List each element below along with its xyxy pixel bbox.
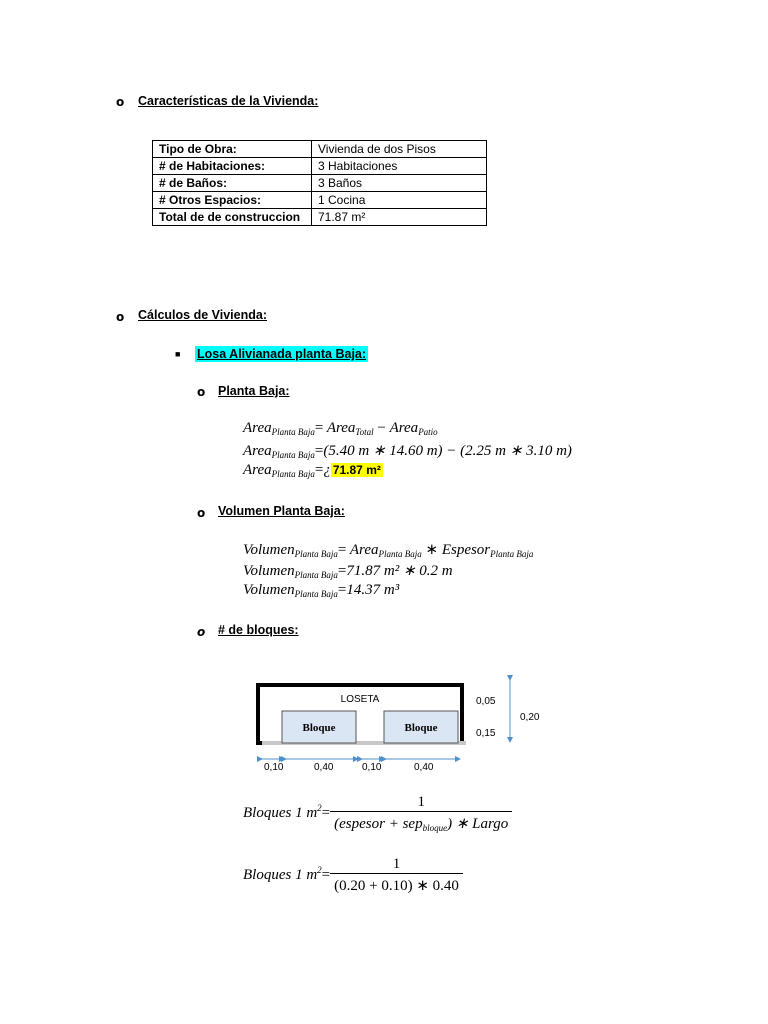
math-sub: Patio: [418, 427, 438, 437]
bullet: o: [116, 95, 125, 109]
fraction-denominator: (0.20 + 0.10) ∗ 0.40: [330, 873, 463, 895]
block-1-label: Bloque: [302, 722, 336, 734]
volume-equation-2: [243, 561, 453, 580]
square-bullet: ■: [175, 349, 181, 359]
bloques-heading: # de bloques:: [218, 623, 299, 637]
math-glyph: ¿: [323, 462, 331, 478]
block-diagram: [250, 670, 550, 780]
dim-020: 0,20: [520, 712, 540, 723]
table-row: [153, 141, 487, 158]
table-cell-value: 1 Cocina: [312, 192, 487, 209]
bullet: o: [197, 625, 206, 639]
bullet: o: [116, 310, 125, 324]
table-cell-value: 3 Habitaciones: [312, 158, 487, 175]
bullet: o: [197, 506, 206, 520]
dim-w3: 0,10: [362, 762, 382, 773]
area-equation-3: [243, 462, 383, 479]
math-expr: (espesor + sep: [334, 816, 423, 832]
math-expr: 14.37 m³: [346, 582, 400, 598]
math-op: ∗: [421, 542, 442, 558]
math-var: Area: [243, 443, 272, 459]
math-op: =: [337, 563, 347, 579]
characteristics-table: [152, 140, 487, 226]
losa-heading: Losa Alivianada planta Baja:: [197, 347, 367, 361]
math-sup: 2: [317, 802, 322, 813]
planta-baja-heading: Planta Baja:: [218, 384, 290, 398]
fraction-denominator: [330, 811, 512, 833]
math-expr: 71.87 m² ∗ 0.2 m: [346, 563, 453, 579]
math-expr: (5.40 m ∗ 14.60 m) − (2.25 m ∗ 3.10 m): [323, 443, 572, 459]
math-var: Bloques 1 m: [243, 866, 318, 883]
bloques-formula-1: [243, 794, 512, 833]
fraction-numerator: 1: [392, 856, 401, 872]
math-sub: Planta Baja: [378, 549, 422, 559]
table-cell-value: Vivienda de dos Pisos: [312, 141, 487, 158]
math-op: =: [321, 866, 331, 883]
math-op: =: [314, 462, 324, 478]
dim-005: 0,05: [476, 696, 496, 707]
math-sub: Planta Baja: [271, 450, 315, 460]
math-sub: bloque: [422, 823, 448, 833]
math-op: =: [337, 582, 347, 598]
table-cell-value: 3 Baños: [312, 175, 487, 192]
area-equation-1: [243, 420, 438, 437]
math-sub: Planta Baja: [294, 549, 338, 559]
math-var: Area: [389, 420, 419, 436]
dim-w4: 0,40: [414, 762, 434, 773]
bloques-formula-2: [243, 856, 463, 895]
table-cell-key: # de Baños:: [153, 175, 312, 192]
bullet: o: [197, 385, 206, 399]
table-cell-key: Tipo de Obra:: [153, 141, 312, 158]
math-var: Bloques 1 m: [243, 804, 318, 821]
math-op: =: [321, 804, 331, 821]
math-var: Volumen: [243, 582, 295, 598]
volumen-heading: Volumen Planta Baja:: [218, 504, 345, 518]
math-op: =: [314, 420, 324, 436]
math-var: Espesor: [441, 542, 491, 558]
volume-equation-3: [243, 582, 399, 599]
math-expr: ) ∗ Largo: [447, 816, 509, 832]
math-var: Area: [326, 420, 356, 436]
math-var: Area: [243, 420, 272, 436]
area-equation-2: [243, 441, 572, 460]
area-result-highlight: 71.87 m²: [332, 463, 381, 477]
math-sub: Total: [355, 427, 374, 437]
math-sub: Planta Baja: [294, 570, 338, 580]
dim-w1: 0,10: [264, 762, 284, 773]
math-sub: Planta Baja: [271, 427, 315, 437]
math-var: Area: [243, 462, 272, 478]
table-row: [153, 175, 487, 192]
dim-w2: 0,40: [314, 762, 334, 773]
fraction: [330, 856, 463, 895]
table-cell-value: 71.87 m²: [312, 209, 487, 226]
math-sup: 2: [317, 864, 322, 875]
math-sub: Planta Baja: [490, 549, 534, 559]
section-heading-calculos: Cálculos de Vivienda:: [138, 308, 267, 322]
table-row: [153, 192, 487, 209]
math-var: Volumen: [243, 542, 295, 558]
table-cell-key: # Otros Espacios:: [153, 192, 312, 209]
loseta-label: LOSETA: [340, 694, 380, 705]
math-op: −: [373, 420, 390, 436]
math-op: =: [337, 542, 347, 558]
table-cell-key: # de Habitaciones:: [153, 158, 312, 175]
table-cell-key: Total de de construccion: [153, 209, 312, 226]
table-row: [153, 158, 487, 175]
math-sub: Planta Baja: [271, 469, 315, 479]
math-sub: Planta Baja: [294, 589, 338, 599]
volume-equation-1: [243, 540, 533, 559]
math-var: Volumen: [243, 563, 295, 579]
fraction: [330, 794, 512, 833]
section-heading-caracteristicas: Características de la Vivienda:: [138, 94, 319, 108]
fraction-numerator: 1: [417, 794, 425, 810]
dim-015: 0,15: [476, 728, 496, 739]
block-2-label: Bloque: [404, 722, 438, 734]
math-var: Area: [349, 542, 379, 558]
table-row: [153, 209, 487, 226]
math-op: =: [314, 443, 324, 459]
